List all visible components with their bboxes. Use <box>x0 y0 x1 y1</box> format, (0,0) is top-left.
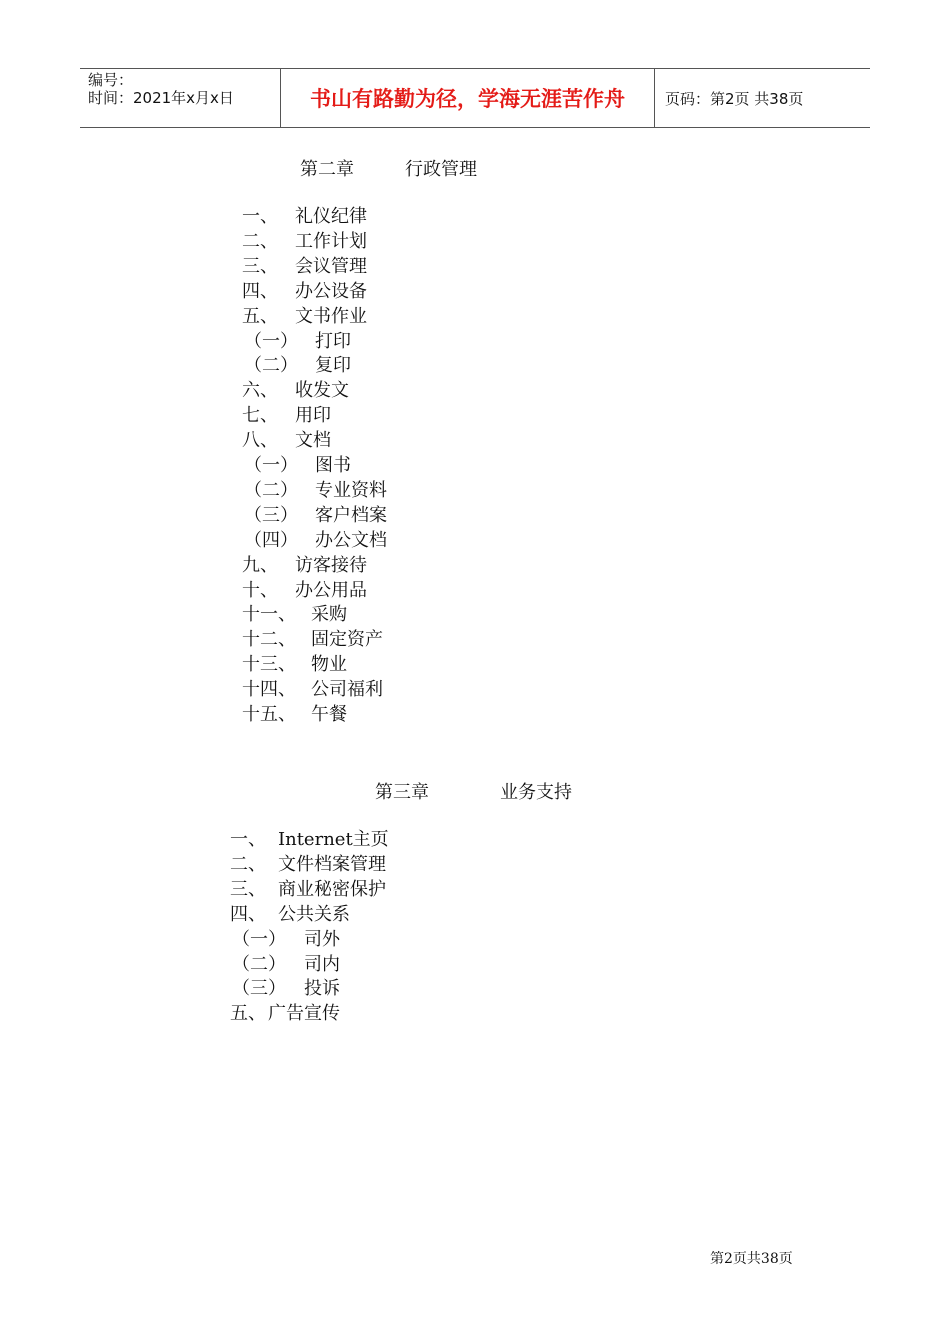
outline-item-text: 办公用品 <box>295 579 367 601</box>
chapter3-title: 第三章 <box>375 782 429 803</box>
outline-item-text: 司内 <box>304 953 340 975</box>
header-meta <box>80 69 281 127</box>
outline-item-text: 公司福利 <box>311 679 383 701</box>
header-motto: 书山有路勤为径，学海无涯苦作舟 <box>281 69 655 127</box>
outline-item-number: 二、 <box>230 853 266 875</box>
outline-item-text: 固定资产 <box>311 629 383 651</box>
outline-item-text: 文件档案管理 <box>278 853 386 875</box>
outline-item-number: 十、 <box>242 579 278 601</box>
outline-item-number: （二） <box>232 953 286 975</box>
outline-item-text: 复印 <box>315 355 351 377</box>
outline-item-text: 公共关系 <box>278 903 350 925</box>
outline-item-text: 投诉 <box>304 978 340 1000</box>
outline-item-number: 二、 <box>242 230 278 252</box>
outline-item-number: 九、 <box>242 554 278 576</box>
outline-item-number: （一） <box>232 928 286 950</box>
outline-item-number: 四、 <box>230 903 266 925</box>
outline-item-number: 十三、 <box>242 654 296 676</box>
outline-item-number: （二） <box>244 479 298 501</box>
outline-item-text: 采购 <box>311 604 347 626</box>
chapter3-subtitle: 业务支持 <box>500 782 572 803</box>
outline-item-number: （二） <box>244 355 298 377</box>
outline-item-number: 七、 <box>242 405 278 427</box>
outline-item-number: 一、 <box>242 206 278 227</box>
header-page-info: 页码：第2页 共38页 <box>665 89 804 108</box>
outline-item-number: 六、 <box>242 380 278 402</box>
outline-item-number: （三） <box>244 504 298 526</box>
outline-item-number: 三、 <box>230 878 266 900</box>
outline-item-number: 十五、 <box>242 704 296 725</box>
outline-item-number: 五、 <box>230 1003 266 1025</box>
outline-item-text: 会议管理 <box>295 255 367 277</box>
outline-item-text: 办公文档 <box>315 529 387 551</box>
outline-item-text: 专业资料 <box>315 479 387 501</box>
outline-item-text: 图书 <box>315 455 351 476</box>
outline-item-text: 工作计划 <box>295 230 367 252</box>
outline-item-text: 文档 <box>295 430 331 452</box>
chapter2-title: 第二章 <box>300 159 354 180</box>
outline-item-number: （三） <box>232 978 286 1000</box>
outline-item-text: 司外 <box>304 928 340 950</box>
outline-item-text: Internet主页 <box>278 829 389 850</box>
outline-item-number: （一） <box>244 330 298 352</box>
document-date: 时间：2021年x月x日 <box>88 89 234 107</box>
outline-item-number: 十二、 <box>242 629 296 651</box>
outline-item-number: 五、 <box>242 305 278 327</box>
outline-item-text: 客户档案 <box>315 504 387 526</box>
page-footer: 第2页共38页 <box>710 1251 793 1267</box>
outline-item-text: 午餐 <box>311 704 347 725</box>
outline-item-number: 八、 <box>242 430 278 452</box>
document-number-label: 编号： <box>88 71 134 89</box>
outline-item-text: 物业 <box>311 654 347 676</box>
outline-item-text: 用印 <box>295 405 331 427</box>
outline-item-number: 十四、 <box>242 679 296 701</box>
outline-item-number: 一、 <box>230 829 266 850</box>
outline-item-text: 文书作业 <box>295 305 367 327</box>
outline-item-text: 打印 <box>315 330 351 352</box>
outline-item-text: 商业秘密保护 <box>278 878 386 900</box>
outline-item-number: （一） <box>244 455 298 476</box>
outline-item-number: 三、 <box>242 255 278 277</box>
outline-item-number: 四、 <box>242 280 278 302</box>
outline-item-number: 十一、 <box>242 604 296 626</box>
outline-item-number: （四） <box>244 529 298 551</box>
outline-item-text: 广告宣传 <box>268 1003 340 1025</box>
outline-item-text: 礼仪纪律 <box>295 206 367 227</box>
outline-item-text: 办公设备 <box>295 280 367 302</box>
page-header <box>80 68 870 128</box>
outline-item-text: 访客接待 <box>295 554 367 576</box>
outline-item-text: 收发文 <box>295 380 349 402</box>
chapter2-subtitle: 行政管理 <box>405 159 477 180</box>
